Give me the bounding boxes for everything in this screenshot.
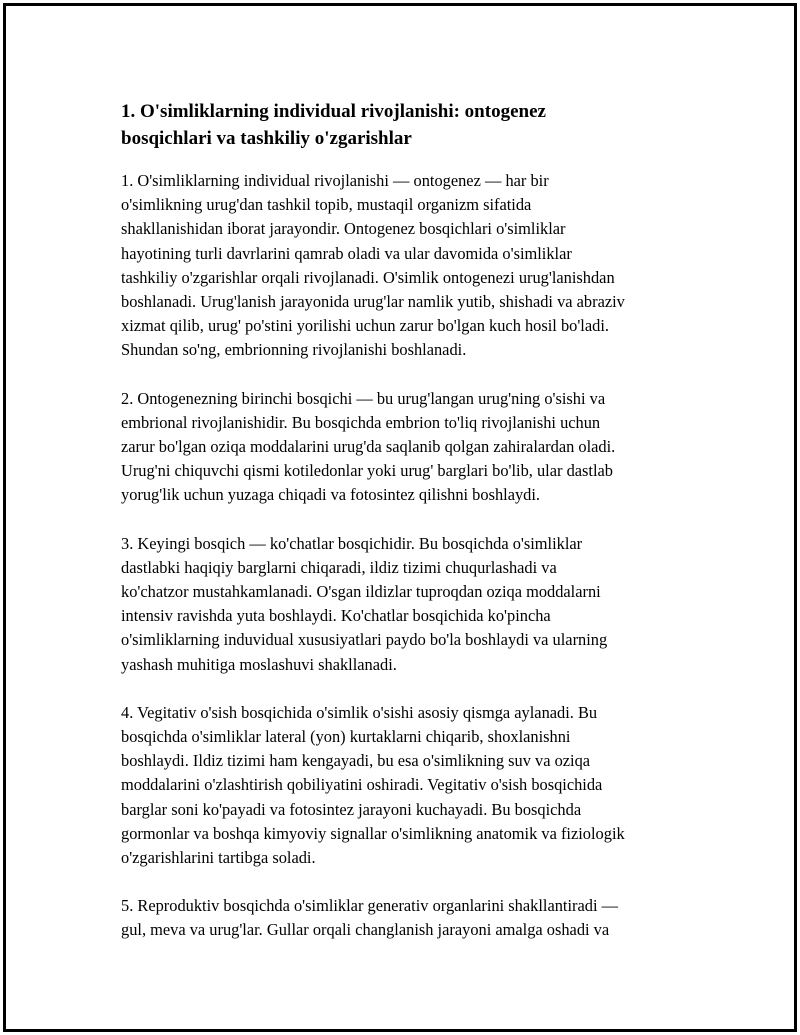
text-line: yashash muhitiga moslashuvi shakllanadi. [121, 654, 397, 674]
text-line: xizmat qilib, urug' po'stini yorilishi uchun zarur bo'lgan kuch hosil bo'ladi. [121, 316, 609, 336]
text-line: intensiv ravishda yuta boshlaydi. Ko'chatlar bosqichida ko'pincha [121, 606, 551, 626]
text-line: 5. Reproduktiv bosqichda o'simliklar generativ organlarini shakllantiradi — [121, 896, 618, 916]
text-line: gul, meva va urug'lar. Gullar orqali changlanish jarayoni amalga oshadi va [121, 920, 610, 940]
text-line: gormonlar va boshqa kimyoviy signallar o'simlikning anatomik va fiziologik [121, 823, 625, 843]
title-line-1: 1. O'simliklarning individual rivojlanishi: ontogenez [121, 101, 546, 122]
text-line: boshlanadi. Urug'lanish jarayonida urug'lar namlik yutib, shishadi va abraziv [121, 292, 625, 312]
text-line: embrional rivojlanishidir. Bu bosqichda embrion to'liq rivojlanishi uchun [121, 412, 601, 432]
text-line: 4. Vegitativ o'sish bosqichida o'simlik o'sishi asosiy qismga aylanadi. Bu [121, 702, 598, 722]
text-line: zarur bo'lgan oziqa moddalarini urug'da saqlanib qolgan zahiralardan oladi. [121, 437, 616, 457]
text-line: boshlaydi. Ildiz tizimi ham kengayadi, bu esa o'simlikning suv va oziqa [121, 751, 591, 771]
text-line: barglar soni ko'payadi va fotosintez jarayoni kuchayadi. Bu bosqichda [121, 799, 582, 819]
text-line: bosqichda o'simliklar lateral (yon) kurtaklarni chiqarib, shoxlanishni [121, 727, 571, 747]
text-line: 2. Ontogenezning birinchi bosqichi — bu urug'langan urug'ning o'sishi va [121, 388, 606, 408]
text-line: yorug'lik uchun yuzaga chiqadi va fotosintez qilishni boshlaydi. [121, 485, 541, 505]
paragraph-5 [121, 894, 711, 942]
page-frame [3, 3, 797, 1032]
title-line-2: bosqichlari va tashkiliy o'zgarishlar [121, 128, 412, 149]
text-line: hayotining turli davrlarini qamrab oladi va ular davomida o'simliklar [121, 243, 572, 263]
text-line: o'simlikning urug'dan tashkil topib, mustaqil organizm sifatida [121, 195, 532, 215]
text-line: dastlabki haqiqiy barglarni chiqaradi, ildiz tizimi chuqurlashadi va [121, 557, 557, 577]
text-line: o'simliklarning induvidual xususiyatlari paydo bo'la boshlaydi va ularning [121, 630, 608, 650]
text-line: ko'chatzor mustahkamlanadi. O'sgan ildizlar tuproqdan oziqa moddalarni [121, 582, 601, 602]
text-line: shakllanishidan iborat jarayondir. Ontogenez bosqichlari o'simliklar [121, 219, 566, 239]
paragraph-4 [121, 701, 711, 870]
text-line: moddalarini o'zlashtirish qobiliyatini oshiradi. Vegitativ o'sish bosqichida [121, 775, 603, 795]
paragraph-2 [121, 387, 711, 508]
text-line: 3. Keyingi bosqich — ko'chatlar bosqichidir. Bu bosqichda o'simliklar [121, 533, 583, 553]
document-body [121, 98, 711, 967]
paragraph-1 [121, 169, 711, 363]
text-line: 1. O'simliklarning individual rivojlanishi — ontogenez — har bir [121, 171, 549, 190]
paragraph-3 [121, 532, 711, 677]
text-line: o'zgarishlarini tartibga soladi. [121, 848, 316, 868]
document-title [121, 98, 711, 152]
text-line: Shundan so'ng, embrionning rivojlanishi boshlanadi. [121, 340, 467, 360]
text-line: Urug'ni chiquvchi qismi kotiledonlar yoki urug' barglari bo'lib, ular dastlab [121, 461, 613, 481]
text-line: tashkiliy o'zgarishlar orqali rivojlanadi. O'simlik ontogenezi urug'lanishdan [121, 267, 615, 287]
